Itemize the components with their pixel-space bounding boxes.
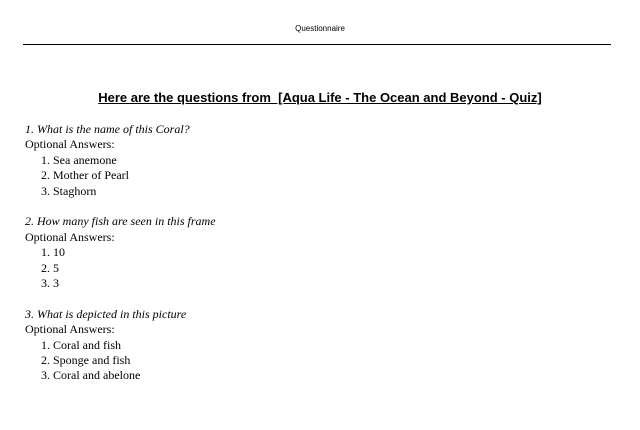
question-text: 2. How many fish are seen in this frame xyxy=(25,214,216,229)
answer-option: 2. Sponge and fish xyxy=(41,353,131,368)
question-text: 1. What is the name of this Coral? xyxy=(25,122,190,136)
answer-list xyxy=(25,245,615,291)
answer-option: 2. 5 xyxy=(41,260,59,275)
question-1 xyxy=(25,122,615,199)
question-text: 3. What is depicted in this picture xyxy=(25,306,187,321)
answers-label: Optional Answers: xyxy=(25,322,115,337)
page-header: Questionnaire xyxy=(295,24,345,33)
answers-label: Optional Answers: xyxy=(25,229,115,244)
answer-list xyxy=(25,153,615,199)
answer-option: 3. Coral and abelone xyxy=(41,368,141,383)
header-divider xyxy=(23,44,611,45)
answer-option: 2. Mother of Pearl xyxy=(41,168,129,183)
answer-option: 3. Staghorn xyxy=(41,183,97,198)
answer-option: 3. 3 xyxy=(41,276,59,291)
question-list xyxy=(25,122,615,399)
answer-option: 1. Sea anemone xyxy=(41,152,117,167)
answer-option: 1. 10 xyxy=(41,245,65,260)
answer-option: 1. Coral and fish xyxy=(41,337,121,352)
page-title: Here are the questions from [Aqua Life - The Ocean and Beyond - Quiz] xyxy=(98,90,542,105)
answers-label: Optional Answers: xyxy=(25,137,115,152)
question-3 xyxy=(25,307,615,384)
question-2 xyxy=(25,214,615,291)
answer-list xyxy=(25,338,615,384)
